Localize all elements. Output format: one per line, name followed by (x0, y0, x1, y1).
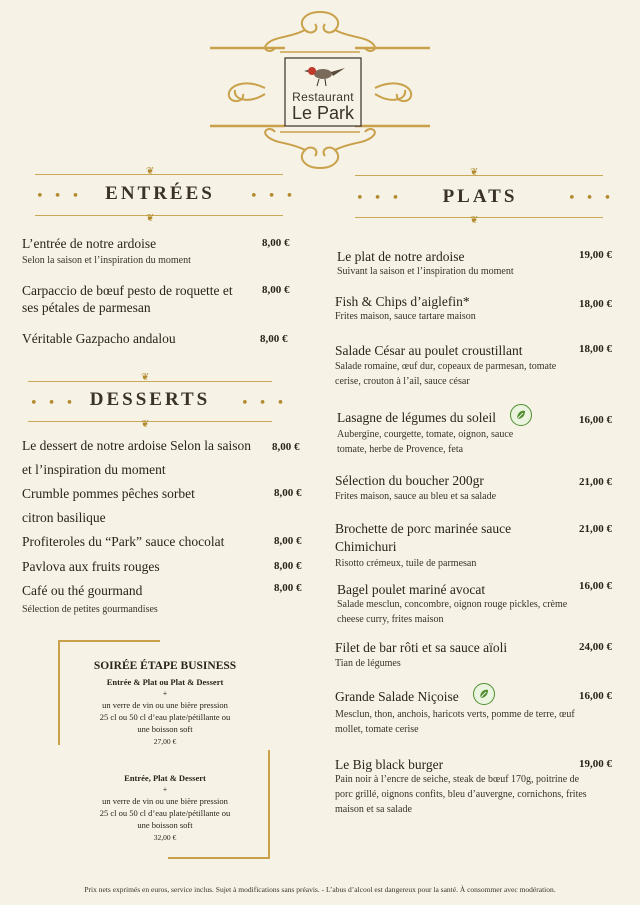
formula2-line: 25 cl ou 50 cl d’eau plate/pétillante ou (99, 808, 231, 818)
dots-right: • • • (250, 189, 297, 204)
formula1-line: un verre de vin ou une bière pression (102, 700, 228, 710)
vegetarian-icon (473, 683, 495, 705)
item-desc: cerise, crouton à l’ail, sauce césar (335, 376, 470, 387)
item-price: 24,00 € (579, 641, 612, 653)
item-name: Carpaccio de bœuf pesto de roquette et (22, 283, 233, 298)
item-name: Lasagne de légumes du soleil (337, 410, 496, 425)
ornament-icon: ❦ (141, 372, 150, 383)
item-name: Sélection du boucher 200gr (335, 473, 484, 488)
legal-footer: Prix nets exprimés en euros, service inclus. Sujet à modifications sans préavis. - L’abus d’alcool est dangereux pour la santé. À consommer avec modération. (84, 885, 556, 894)
item-desc: Salade romaine, œuf dur, copeaux de parmesan, tomate (335, 361, 557, 372)
item-price: 16,00 € (579, 414, 612, 426)
item-desc: maison et sa salade (335, 804, 412, 815)
item-name: Le plat de notre ardoise (337, 249, 465, 264)
dots-right: • • • (568, 191, 615, 206)
item-price: 8,00 € (272, 441, 300, 453)
item-price: 8,00 € (274, 582, 302, 594)
dots-left: • • • (36, 189, 83, 204)
item-name: Le dessert de notre ardoise Selon la saison (22, 438, 252, 453)
item-price: 8,00 € (274, 560, 302, 572)
item-desc: Aubergine, courgette, tomate, oignon, sauce (337, 429, 514, 440)
item-price: 21,00 € (579, 523, 612, 535)
ornament-icon: ❦ (146, 166, 155, 177)
ornament-icon: ❦ (141, 419, 150, 430)
plats-title: PLATS (442, 186, 518, 207)
item-price: 8,00 € (262, 284, 290, 296)
formula2-line: une boisson soft (137, 820, 193, 830)
formula2-heading: Entrée, Plat & Dessert (124, 773, 206, 783)
item-name: Véritable Gazpacho andalou (22, 331, 176, 346)
item-price: 8,00 € (260, 333, 288, 345)
ornament-icon: ❦ (470, 215, 479, 226)
item-desc: Tian de légumes (335, 658, 401, 669)
logo-line1: Restaurant (292, 90, 354, 104)
logo-line2: Le Park (291, 103, 355, 123)
formula1-heading: Entrée & Plat ou Plat & Dessert (106, 677, 224, 687)
item-desc: porc grillé, oignons confits, bleu d’auvergne, cornichons, frites (335, 789, 587, 800)
item-price: 16,00 € (579, 580, 612, 592)
item-desc: Suivant la saison et l’inspiration du moment (337, 266, 514, 277)
dots-left: • • • (30, 396, 77, 411)
formula1-plus: + (162, 689, 168, 698)
formula2-line: un verre de vin ou une bière pression (102, 796, 228, 806)
item-name: Fish & Chips d’aiglefin* (335, 294, 470, 309)
item-name: L’entrée de notre ardoise (22, 236, 157, 251)
item-name: Bagel poulet mariné avocat (337, 582, 486, 597)
item-name: Brochette de porc marinée sauce (335, 521, 512, 536)
ornament-icon: ❦ (146, 213, 155, 224)
item-name: Salade César au poulet croustillant (335, 343, 523, 358)
item-name: citron basilique (22, 510, 106, 525)
item-name: Profiteroles du “Park” sauce chocolat (22, 534, 225, 549)
item-desc: Risotto crémeux, tuile de parmesan (335, 558, 477, 569)
item-desc: Salade mesclun, concombre, oignon rouge pickles, crème (337, 599, 568, 610)
item-price: 19,00 € (579, 249, 612, 261)
item-name: Café ou thé gourmand (22, 583, 143, 598)
item-desc: Sélection de petites gourmandises (22, 604, 158, 615)
desserts-title: DESSERTS (89, 389, 211, 410)
item-desc: Pain noir à l’encre de seiche, steak de bœuf 170g, poitrine de (335, 774, 580, 785)
dots-right: • • • (241, 396, 288, 411)
entrees-title: ENTRÉES (105, 183, 215, 204)
item-price: 19,00 € (579, 758, 612, 770)
item-desc: cheese curry, frites maison (337, 614, 444, 625)
item-price: 16,00 € (579, 690, 612, 702)
ornament-icon: ❦ (470, 167, 479, 178)
item-name: Crumble pommes pêches sorbet (22, 486, 195, 501)
item-desc: Mesclun, thon, anchois, haricots verts, pomme de terre, œuf (335, 709, 575, 720)
formula1-line: 25 cl ou 50 cl d’eau plate/pétillante ou (99, 712, 231, 722)
item-price: 21,00 € (579, 476, 612, 488)
vegetarian-icon (510, 404, 532, 426)
item-desc: Selon la saison et l’inspiration du moment (22, 255, 191, 266)
item-desc: tomate, herbe de Provence, feta (337, 444, 464, 455)
formula2-plus: + (162, 785, 168, 794)
item-name: Filet de bar rôti et sa sauce aïoli (335, 640, 508, 655)
item-name: ses pétales de parmesan (22, 300, 151, 315)
dots-left: • • • (356, 191, 403, 206)
item-price: 18,00 € (579, 343, 612, 355)
item-price: 8,00 € (274, 535, 302, 547)
item-price: 8,00 € (274, 487, 302, 499)
item-name: et l’inspiration du moment (22, 462, 166, 477)
formula1-price: 27,00 € (153, 737, 177, 746)
item-price: 18,00 € (579, 298, 612, 310)
business-title: SOIRÉE ÉTAPE BUSINESS (93, 660, 237, 672)
item-price: 8,00 € (262, 237, 290, 249)
item-name: Le Big black burger (335, 757, 444, 772)
item-desc: Frites maison, sauce tartare maison (335, 311, 476, 322)
item-name: Grande Salade Niçoise (335, 689, 459, 704)
item-desc: Frites maison, sauce au bleu et sa salade (335, 491, 497, 502)
item-desc: mollet, tomate cerise (335, 724, 419, 735)
formula1-line: une boisson soft (137, 724, 193, 734)
formula2-price: 32,00 € (153, 833, 177, 842)
item-name: Chimichuri (335, 539, 397, 554)
item-name: Pavlova aux fruits rouges (22, 559, 160, 574)
